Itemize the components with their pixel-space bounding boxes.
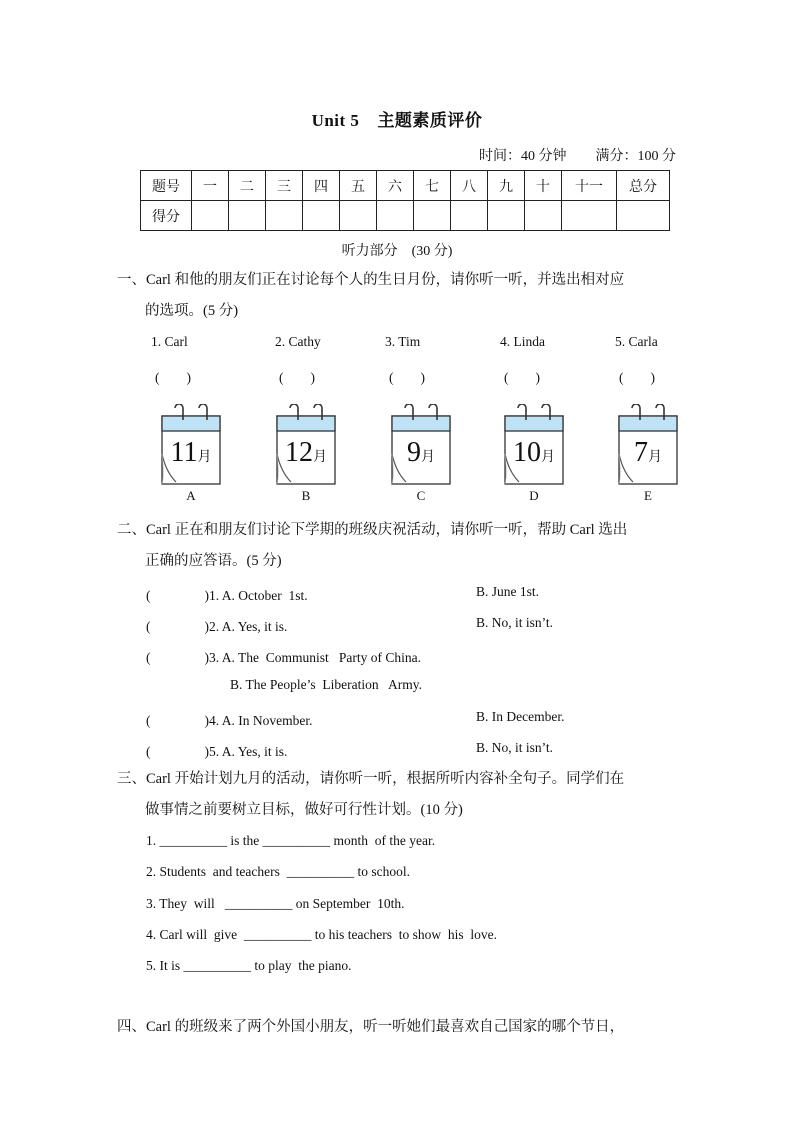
calendar-icon: [274, 404, 338, 491]
q2-option-b: B. In December.: [476, 709, 565, 724]
q1-name: 4. Linda: [500, 334, 545, 349]
score-table: [140, 170, 670, 231]
score-input-cell[interactable]: [303, 201, 340, 231]
topic-label: 主题素质评价: [377, 111, 483, 130]
calendar-option-letter: C: [416, 488, 426, 503]
q1-answer-blank[interactable]: ( ): [504, 370, 540, 385]
score-input-cell[interactable]: [525, 201, 562, 231]
time-info: [479, 145, 676, 165]
q2-item: ( )4. A. In November.: [146, 713, 313, 728]
score-row-label: 得分: [141, 201, 192, 231]
q3-line2: 做事情之前要树立目标，做好可行性计划。(10 分): [145, 802, 463, 818]
q1-answer-blank[interactable]: ( ): [619, 370, 655, 385]
calendar-month-unit: 月: [197, 450, 212, 465]
q1-name: 3. Tim: [385, 334, 421, 349]
time-limit: 时间：40 分钟: [479, 149, 567, 164]
q2-line1: 二、Carl 正在和朋友们讨论下学期的班级庆祝活动，请你听一听，帮助 Carl 选出: [117, 522, 628, 538]
score-input-cell[interactable]: [229, 201, 266, 231]
score-input-cell[interactable]: [562, 201, 617, 231]
q1-answer-blank[interactable]: ( ): [155, 370, 191, 385]
score-input-cell[interactable]: [266, 201, 303, 231]
calendar-option-letter: E: [644, 488, 652, 503]
q2-option-b: B. No, it isn’t.: [476, 615, 554, 630]
score-header-label: 题号: [141, 171, 192, 201]
calendar-month-number: 11: [170, 437, 198, 468]
calendar-month-unit: 月: [541, 450, 555, 465]
score-header-cell: 八: [451, 171, 488, 201]
q2-item: ( )3. A. The Communist Party of China.: [146, 650, 421, 665]
score-input-cell[interactable]: [617, 201, 670, 231]
calendar-month-number: 10: [513, 437, 541, 468]
question-1-prompt: [117, 265, 687, 327]
question-2-prompt: [117, 515, 687, 577]
q3-sentence: 5. It is __________ to play the piano.: [146, 958, 352, 974]
unit-label: Unit 5: [311, 111, 360, 130]
calendar-month-number: 9: [407, 437, 421, 468]
score-header-cell: 四: [303, 171, 340, 201]
q1-name: 2. Cathy: [275, 334, 321, 349]
calendar-month-number: 7: [634, 437, 648, 468]
q3-sentence: 3. They will __________ on September 10th.: [146, 895, 405, 911]
q2-item: ( )5. A. Yes, it is.: [146, 744, 288, 759]
score-header-cell: 十一: [562, 171, 617, 201]
calendar-icon: [502, 404, 566, 491]
score-header-cell: 五: [340, 171, 377, 201]
score-header-cell: 十: [525, 171, 562, 201]
full-score: 满分：100 分: [595, 149, 676, 164]
q1-line2: 的选项。(5 分): [145, 303, 239, 319]
calendar-option-letter: B: [301, 488, 311, 503]
score-input-cell[interactable]: [414, 201, 451, 231]
q1-name: 1. Carl: [151, 334, 188, 349]
q3-sentence: 1. __________ is the __________ month of the year.: [146, 833, 436, 848]
score-input-cell[interactable]: [488, 201, 525, 231]
score-header-cell: 三: [266, 171, 303, 201]
score-input-cell[interactable]: [192, 201, 229, 231]
q2-option-b: B. No, it isn’t.: [476, 740, 554, 755]
q1-name: 5. Carla: [615, 334, 658, 349]
q2-option-b: B. June 1st.: [476, 584, 540, 599]
score-header-cell: 七: [414, 171, 451, 201]
q2-item: ( )1. A. October 1st.: [146, 588, 308, 603]
q2-item: ( )2. A. Yes, it is.: [146, 619, 288, 634]
q3-sentence: 4. Carl will give __________ to his teachers to show his love.: [146, 926, 497, 942]
score-header-cell: 总分: [617, 171, 670, 201]
q2-line2: 正确的应答语。(5 分): [145, 553, 282, 569]
q1-answer-blank[interactable]: ( ): [389, 370, 425, 385]
calendar-icon: [616, 404, 680, 491]
calendar-month-unit: 月: [313, 450, 327, 465]
question-3-prompt: [117, 764, 687, 826]
score-header-cell: 二: [229, 171, 266, 201]
calendar-month-unit: 月: [421, 450, 435, 465]
section-title: 听力部分 (30 分): [341, 244, 453, 259]
page-title: [0, 106, 794, 131]
calendar-option-letter: D: [529, 488, 539, 503]
score-header-cell: 六: [377, 171, 414, 201]
q3-sentence: 2. Students and teachers __________ to school.: [146, 864, 410, 880]
score-input-cell[interactable]: [377, 201, 414, 231]
question-4-prompt: [117, 1012, 687, 1043]
score-input-cell[interactable]: [451, 201, 488, 231]
q4-line1: 四、Carl 的班级来了两个外国小朋友，听一听她们最喜欢自己国家的哪个节日，: [117, 1019, 625, 1035]
calendar-icon: [389, 404, 453, 491]
q3-line1: 三、Carl 开始计划九月的活动，请你听一听，根据所听内容补全句子。同学们在: [117, 771, 625, 787]
q1-answer-blank[interactable]: ( ): [279, 370, 315, 385]
q2-item3-option-b: B. The People’s Liberation Army.: [230, 677, 422, 692]
calendar-icon: [159, 404, 223, 491]
score-header-cell: 一: [192, 171, 229, 201]
calendar-option-letter: A: [186, 488, 196, 503]
calendar-month-number: 12: [285, 437, 313, 468]
calendar-month-unit: 月: [648, 450, 662, 465]
score-header-row: [141, 171, 670, 201]
score-header-cell: 九: [488, 171, 525, 201]
q1-line1: 一、Carl 和他的朋友们正在讨论每个人的生日月份，请你听一听，并选出相对应: [117, 272, 625, 288]
score-value-row: [141, 201, 670, 231]
score-input-cell[interactable]: [340, 201, 377, 231]
